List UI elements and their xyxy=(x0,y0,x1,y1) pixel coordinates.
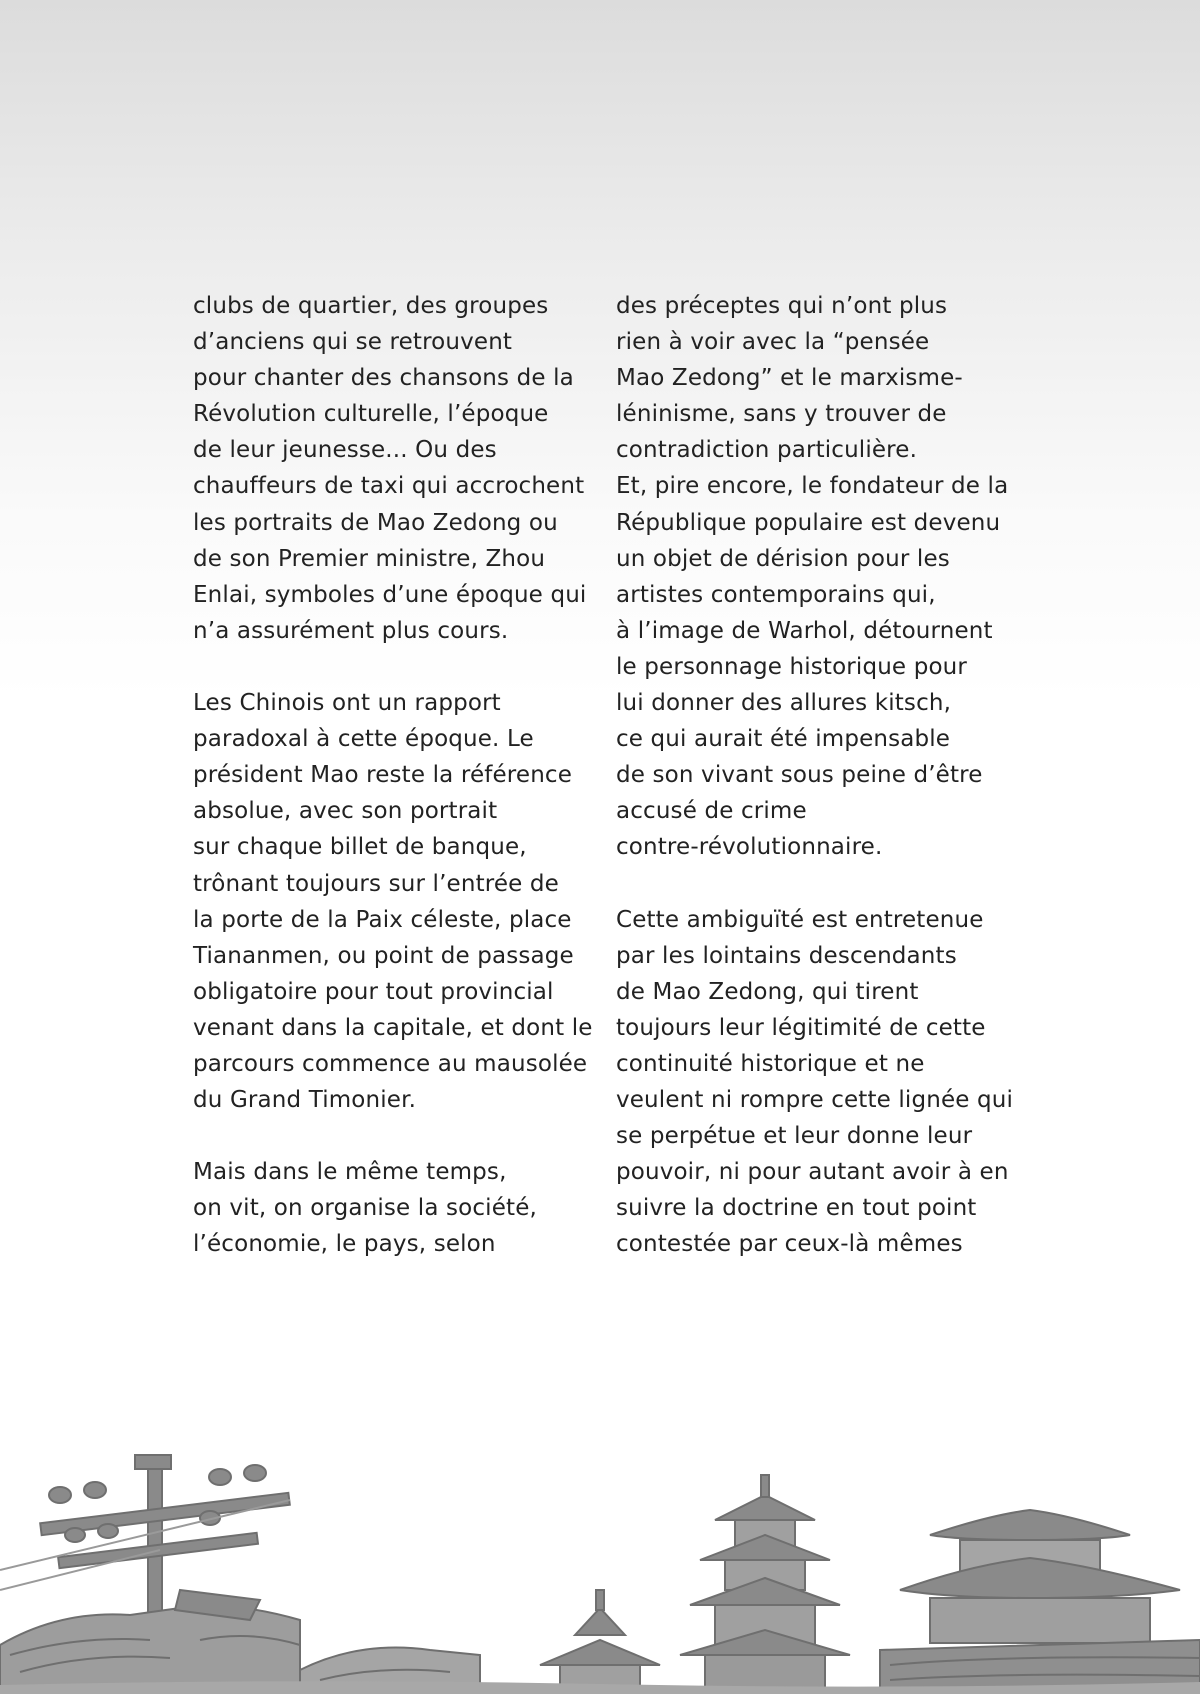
text-line: continuité historique et ne xyxy=(616,1050,925,1077)
text-line: l’économie, le pays, selon xyxy=(193,1231,496,1258)
text-line: République populaire est devenu xyxy=(616,509,1001,536)
text-line: de leur jeunesse... Ou des xyxy=(193,437,497,464)
text-line: parcours commence au mausolée xyxy=(193,1050,588,1077)
text-line: Les Chinois ont un rapport xyxy=(193,690,501,717)
text-line: rien à voir avec la “pensée xyxy=(616,329,930,356)
text-line: contradiction particulière. xyxy=(616,437,918,464)
text-line: Mao Zedong” et le marxisme- xyxy=(616,365,963,392)
text-line: pour chanter des chansons de la xyxy=(193,365,574,392)
text-line: des préceptes qui n’ont plus xyxy=(616,293,948,319)
text-line: ce qui aurait été impensable xyxy=(616,726,951,753)
text-line: sur chaque billet de banque, xyxy=(193,834,527,861)
text-line: un objet de dérision pour les xyxy=(616,545,950,572)
paragraph-spacer xyxy=(193,649,593,685)
text-line: de son vivant sous peine d’être xyxy=(616,762,983,789)
paragraph-spacer xyxy=(616,866,1016,902)
text-line: lui donner des allures kitsch, xyxy=(616,690,952,717)
left-roofs-drawing xyxy=(0,1590,480,1694)
text-column-left xyxy=(193,288,593,1263)
text-line: pouvoir, ni pour autant avoir à en xyxy=(616,1159,1009,1186)
text-line: Mais dans le même temps, xyxy=(193,1159,507,1186)
text-line: veulent ni rompre cette lignée qui xyxy=(616,1087,1014,1114)
text-line: chauffeurs de taxi qui accrochent xyxy=(193,473,585,500)
text-line: Enlai, symboles d’une époque qui xyxy=(193,581,587,608)
text-line: contre-révolutionnaire. xyxy=(616,834,883,861)
text-line: par les lointains descendants xyxy=(616,942,957,969)
text-line: suivre la doctrine en tout point xyxy=(616,1195,977,1222)
text-line: la porte de la Paix céleste, place xyxy=(193,906,572,933)
middle-pavilion-drawing xyxy=(540,1590,660,1694)
text-line: toujours leur légitimité de cette xyxy=(616,1014,986,1041)
text-line: léninisme, sans y trouver de xyxy=(616,401,947,428)
text-line: trônant toujours sur l’entrée de xyxy=(193,870,559,897)
text-line: président Mao reste la référence xyxy=(193,762,573,789)
text-line: Révolution culturelle, l’époque xyxy=(193,401,549,428)
text-line: on vit, on organise la société, xyxy=(193,1195,537,1222)
text-line: n’a assurément plus cours. xyxy=(193,617,509,644)
pagoda-drawing xyxy=(680,1475,850,1694)
text-line: artistes contemporains qui, xyxy=(616,581,936,608)
text-line: se perpétue et leur donne leur xyxy=(616,1123,973,1150)
text-line: contestée par ceux-là mêmes xyxy=(616,1231,963,1258)
text-column-right xyxy=(616,288,1016,1263)
text-line: le personnage historique pour xyxy=(616,653,968,680)
chinese-rooftops-illustration xyxy=(0,1440,1200,1694)
paragraph-spacer xyxy=(193,1118,593,1154)
text-line: paradoxal à cette époque. Le xyxy=(193,726,534,753)
text-line: obligatoire pour tout provincial xyxy=(193,978,554,1005)
text-line: de Mao Zedong, qui tirent xyxy=(616,978,919,1005)
text-line: les portraits de Mao Zedong ou xyxy=(193,509,558,536)
text-line: d’anciens qui se retrouvent xyxy=(193,329,513,356)
text-line: de son Premier ministre, Zhou xyxy=(193,545,546,572)
text-line: accusé de crime xyxy=(616,798,807,825)
text-line: venant dans la capitale, et dont le xyxy=(193,1014,593,1041)
text-line: Cette ambiguïté est entretenue xyxy=(616,906,984,933)
text-line: du Grand Timonier. xyxy=(193,1087,417,1114)
text-line: clubs de quartier, des groupes xyxy=(193,293,549,319)
text-line: Et, pire encore, le fondateur de la xyxy=(616,473,1009,500)
text-line: Tiananmen, ou point de passage xyxy=(193,942,574,969)
text-line: absolue, avec son portrait xyxy=(193,798,498,825)
text-line: à l’image de Warhol, détournent xyxy=(616,617,993,644)
temple-roof-drawing xyxy=(880,1510,1200,1694)
